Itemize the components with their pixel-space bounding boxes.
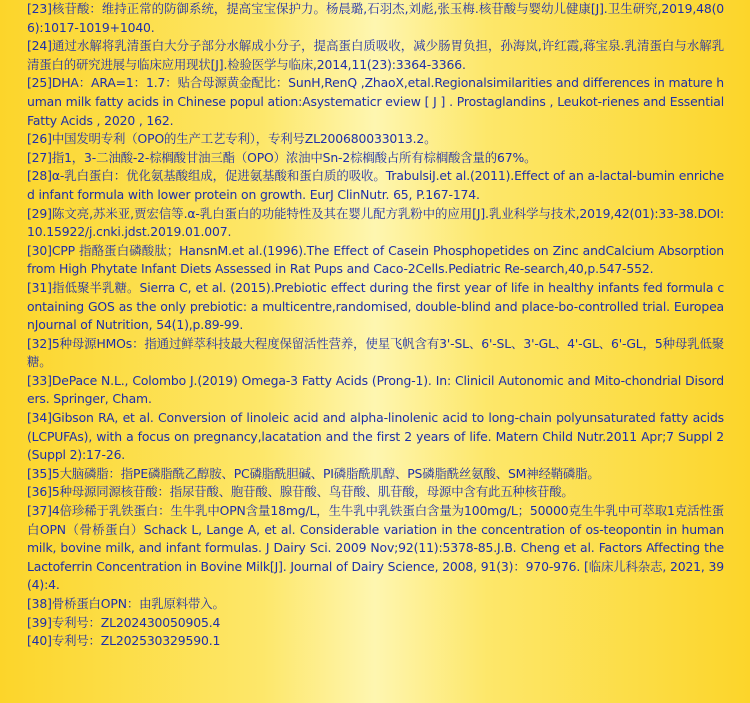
reference-item: [36]5种母源同源核苷酸：指尿苷酸、胞苷酸、腺苷酸、鸟苷酸、肌苷酸，母源中含有此五种核苷酸。 <box>27 484 574 500</box>
reference-item: [33]DePace N.L., Colombo J.(2019) Omega-3 Fatty Acids (Prong-1). In: Clinicil Autonomic and Mito-chondrial Disorders. Springer, Cham. <box>27 372 724 407</box>
reference-item: [24]通过水解将乳清蛋白大分子部分水解成小分子，提高蛋白质吸收，减少肠胃负担，孙海岚,许红霞,蒋宝泉.乳清蛋白与水解乳清蛋白的研究进展与临床应用现状[J].检验医学与临床,2014,11(23):3364-3366. <box>27 38 724 72</box>
reference-item: [39]专利号：ZL202430050905.4 <box>27 614 221 630</box>
reference-item: [32]5种母源HMOs：指通过鲜萃科技最大程度保留活性营养，使星飞帆含有3'-SL、6'-SL、3'-GL、4'-GL、6'-GL，5种母乳低聚糖。 <box>27 335 724 370</box>
reference-item: [25]DHA：ARA=1：1.7：贴合母源黄金配比：SunH,RenQ ,ZhaoX,etal.Regionalsimilarities and differences in mature human milk fatty acids in Chinese popul ation:Asystematicr eview [ J ] . Prostaglandins , Leukot-rienes and Essential Fatty Acids , 2020 , 162. <box>27 75 724 128</box>
reference-item: [29]陈文亮,苏米亚,贾宏信等.α-乳白蛋白的功能特性及其在婴儿配方乳粉中的应用[J].乳业科学与技术,2019,42(01):33-38.DOI:10.15922/j.cnki.jdst.2019.01.007. <box>27 205 724 240</box>
reference-item: [35]5大脑磷脂：指PE磷脂酰乙醇胺、PC磷脂酰胆碱、PI磷脂酰肌醇、PS磷脂酰丝氨酸、SM神经鞘磷脂。 <box>27 465 600 481</box>
reference-item: [26]中国发明专利（OPO的生产工艺专利），专利号ZL200680033013.2。 <box>27 131 437 147</box>
reference-item: [28]α-乳白蛋白：优化氨基酸组成，促进氨基酸和蛋白质的吸收。TrabulsiJ.et al.(2011).Effect of an a-lactal-bumin enriched infant formula with lower protein on growth. EurJ ClinNutr. 65, P.167-174. <box>27 168 724 202</box>
reference-item: [30]CPP 指酪蛋白磷酸肽；HansnM.et al.(1996).The Effect of Casein Phosphopetides on Zinc andCalcium Absorption from High Phytate Infant Diets Assessed in Rat Pups and Caco-2Cells.Pediatric Re-search,40,p.547-552. <box>27 242 724 277</box>
reference-item: [40]专利号：ZL202530329590.1 <box>27 633 221 649</box>
reference-item: [23]核苷酸：维持正常的防御系统，提高宝宝保护力。杨晨璐,石羽杰,刘彪,张玉梅.核苷酸与婴幼儿健康[J].卫生研究,2019,48(06):1017-1019+1040. <box>27 1 724 35</box>
reference-item: [37]4倍珍稀于乳铁蛋白：生牛乳中OPN含量18mg/L，生牛乳中乳铁蛋白含量为100mg/L；50000克生牛乳中可萃取1克活性蛋白OPN（骨桥蛋白）Schack L, Lange A, et al. Considerable variation in the concentration of os-teopontin in human milk, bovine milk, and infant formulas. J Dairy Sci. 2009 Nov;92(11):5378-85.J.B. Cheng et al. Factors Affecting the Lactoferrin Concentration in Bovine Milk[J]. Journal of Dairy Science, 2008, 91(3)：970-976. [临床儿科杂志, 2021, 39(4):4. <box>27 503 724 593</box>
reference-list <box>27 0 724 651</box>
reference-item: [31]指低聚半乳糖。Sierra C, et al. (2015).Prebiotic effect during the first year of life in healthy infants fed formula containing GOS as the only prebiotic: a multicentre,randomised, double-blind and place-bo-controlled trial. EuropeanJournal of Nutrition, 54(1),p.89-99. <box>27 279 724 333</box>
reference-item: [27]指1，3-二油酸-2-棕榈酸甘油三酯（OPO）浓油中Sn-2棕榈酸占所有棕榈酸含量的67%。 <box>27 149 537 165</box>
reference-item: [38]骨桥蛋白OPN：由乳原料带入。 <box>27 596 225 611</box>
reference-item: [34]Gibson RA, et al. Conversion of linoleic acid and alpha-linolenic acid to long-chain polyunsaturated fatty acids (LCPUFAs), with a focus on pregnancy,lacatation and the first 2 years of life. Matern Child Nutr.2011 Apr;7 Suppl 2(Suppl 2):17-26. <box>27 410 724 463</box>
